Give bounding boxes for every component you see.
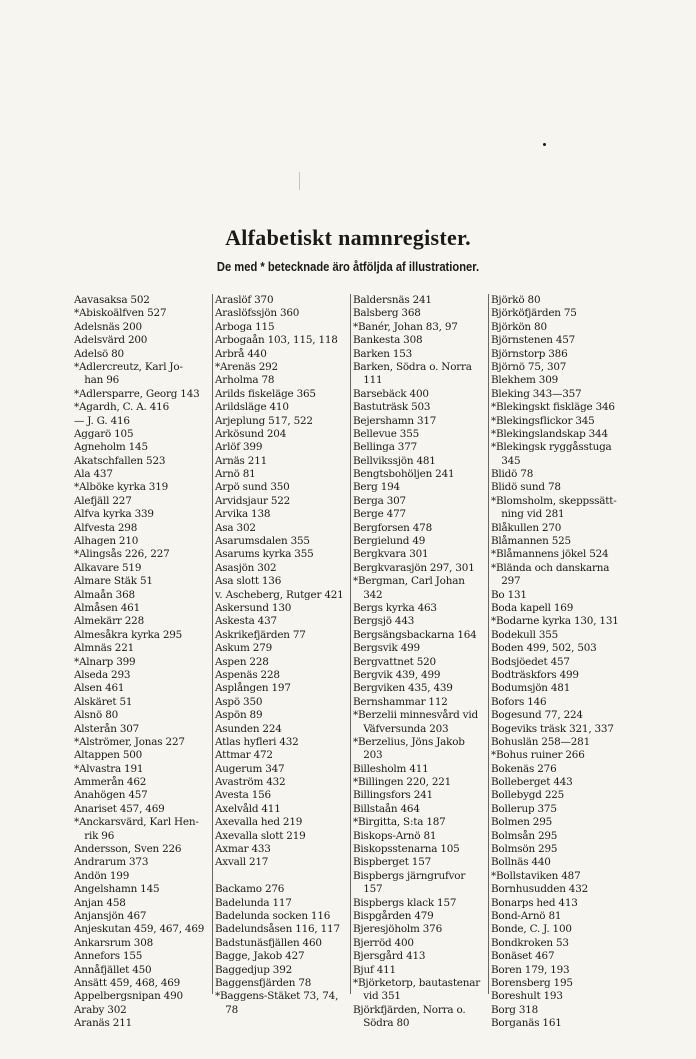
register-entry: Boda kapell 169 [491, 601, 574, 614]
register-entry: Blidö sund 78 [491, 481, 561, 494]
register-entry: Alseda 293 [74, 668, 131, 681]
register-entry: Asarums kyrka 355 [215, 548, 314, 561]
register-entry: Bellvikssjön 481 [353, 454, 436, 467]
ink-dot [543, 143, 546, 146]
register-entry: Badstunäsfjällen 460 [215, 936, 322, 949]
register-entry [215, 870, 353, 883]
register-entry: Alhagen 210 [74, 535, 139, 548]
register-entry: Bohuslän 258—281 [491, 735, 590, 748]
register-entry: Bergvik 439, 499 [353, 668, 441, 681]
register-entry: Boreshult 193 [491, 990, 563, 1003]
register-entry: Bergforsen 478 [353, 521, 432, 534]
register-entry: *Alströmer, Jonas 227 [74, 735, 185, 748]
register-entry: — J. G. 416 [74, 414, 130, 427]
register-entry: Akatschfallen 523 [74, 454, 166, 467]
register-entry: Bergs kyrka 463 [353, 601, 437, 614]
register-entry: *Bergman, Carl Johan [353, 575, 465, 588]
register-entry: *Björketorp, bautastenar [353, 976, 480, 989]
register-entry: Ansätt 459, 468, 469 [74, 976, 181, 989]
register-entry: Askum 279 [215, 642, 273, 655]
register-entry: Alsen 461 [74, 682, 125, 695]
register-entry: *Alingsås 226, 227 [74, 548, 170, 561]
register-entry: Arnäs 211 [215, 454, 268, 467]
register-entry: Andrarum 373 [74, 856, 149, 869]
register-entry: Bergsvik 499 [353, 642, 420, 655]
register-entry: Almekärr 228 [74, 615, 144, 628]
register-entry: Björkön 80 [491, 320, 547, 333]
register-entry: *Blåmannens jökel 524 [491, 548, 609, 561]
register-entry: Alsterån 307 [74, 722, 140, 735]
register-entry: *Baggens-Stäket 73, 74, [215, 990, 339, 1003]
register-entry: Bastuträsk 503 [353, 401, 431, 414]
register-entry: 345 [491, 454, 521, 467]
register-entry: 111 [353, 374, 383, 387]
register-entry: *Blekingskt fiskläge 346 [491, 401, 615, 414]
register-entry: Almaån 368 [74, 588, 135, 601]
register-entry: Asasjön 302 [215, 561, 277, 574]
register-entry: Bofors 146 [491, 695, 547, 708]
register-entry: Andersson, Sven 226 [74, 843, 182, 856]
register-entry: Arkösund 204 [215, 427, 287, 440]
register-entry: Askrikefjärden 77 [215, 628, 306, 641]
register-entry: Bergielund 49 [353, 535, 426, 548]
register-entry: *Adlersparre, Georg 143 [74, 387, 200, 400]
register-entry: Agneholm 145 [74, 441, 148, 454]
register-entry: Bogeviks träsk 321, 337 [491, 722, 614, 735]
register-entry: Barken, Södra o. Norra [353, 360, 472, 373]
register-entry: *Birgitta, S:ta 187 [353, 816, 446, 829]
register-entry: Bankesta 308 [353, 334, 423, 347]
register-entry: Bergkvarasjön 297, 301 [353, 561, 475, 574]
register-entry: 203 [353, 749, 383, 762]
register-entry: Asa 302 [215, 521, 256, 534]
register-entry: *Alböke kyrka 319 [74, 481, 169, 494]
register-entry: Bellevue 355 [353, 427, 420, 440]
register-entry: Araslöf 370 [215, 294, 274, 306]
register-entry: Adelsö 80 [74, 347, 124, 360]
register-entry: *Alvastra 191 [74, 762, 144, 775]
register-entry: Södra 80 [353, 1017, 410, 1030]
register-entry: Bond-Arnö 81 [491, 909, 562, 922]
register-entry: Billingsfors 241 [353, 789, 433, 802]
register-entry: Attmar 472 [215, 749, 273, 762]
register-entry: Blidö 78 [491, 468, 534, 481]
register-entry: Anjansjön 467 [74, 909, 147, 922]
register-entry: Badelundsåsen 116, 117 [215, 923, 340, 936]
register-entry: 297 [491, 575, 521, 588]
register-entry: Arvidsjaur 522 [215, 494, 291, 507]
register-entry: Axevalla slott 219 [215, 829, 306, 842]
register-entry: Asarumsdalen 355 [215, 535, 310, 548]
register-entry: Axmar 433 [215, 843, 271, 856]
register-entry: Bodsjöedet 457 [491, 655, 570, 668]
register-entry: Baggedjup 392 [215, 963, 293, 976]
register-entry: Aspen 228 [215, 655, 269, 668]
register-entry: Bonäset 467 [491, 950, 555, 963]
register-entry: *Abiskoälfven 527 [74, 307, 167, 320]
register-entry: Atlas hyfleri 432 [215, 735, 299, 748]
register-entry: 78 [215, 1003, 239, 1016]
register-entry: Avesta 156 [215, 789, 271, 802]
register-entry: Axvall 217 [215, 856, 269, 869]
register-entry: Araslöfssjön 360 [215, 307, 300, 320]
register-entry: Adelsnäs 200 [74, 320, 142, 333]
register-entry: Bjuf 411 [353, 963, 396, 976]
register-entry: Biskops-Arnö 81 [353, 829, 437, 842]
register-entry: Bergvattnet 520 [353, 655, 436, 668]
register-entry: vid 351 [353, 990, 401, 1003]
register-entry: Aggarö 105 [74, 427, 134, 440]
register-entry: Bengtsbohöljen 241 [353, 468, 455, 481]
register-entry: Annefors 155 [74, 950, 143, 963]
register-entry: Adelsvärd 200 [74, 334, 148, 347]
register-entry: Asplången 197 [215, 682, 291, 695]
register-entry: Bejershamn 317 [353, 414, 437, 427]
register-entry: Alsnö 80 [74, 709, 119, 722]
register-entry: Bolmsön 295 [491, 843, 558, 856]
register-entry: Ammerån 462 [74, 776, 147, 789]
register-entry: Björnö 75, 307 [491, 360, 567, 373]
register-entry: 342 [353, 588, 383, 601]
register-entry: Bollerup 375 [491, 802, 557, 815]
register-entry: Almesåkra kyrka 295 [74, 628, 183, 641]
register-entry: Arbrå 440 [215, 347, 267, 360]
register-entry: Bondkroken 53 [491, 936, 569, 949]
register-entry: Arpö sund 350 [215, 481, 290, 494]
register-entry: Billstaån 464 [353, 802, 420, 815]
register-entry: Avaström 432 [215, 776, 286, 789]
register-entry: Arlöf 399 [215, 441, 263, 454]
register-column-2 [212, 294, 353, 1016]
register-entry: Bernshammar 112 [353, 695, 448, 708]
register-entry: Aranäs 211 [74, 1017, 133, 1030]
register-entry: Blåmannen 525 [491, 535, 571, 548]
register-entry: Baldersnäs 241 [353, 294, 432, 306]
register-entry: Aspö 350 [215, 695, 263, 708]
register-entry: Alskäret 51 [74, 695, 133, 708]
register-entry: Arnö 81 [215, 468, 256, 481]
register-entry: *Blekingsk ryggåsstuga [491, 441, 612, 454]
register-entry: Alkavare 519 [74, 561, 142, 574]
register-entry: ning vid 281 [491, 508, 565, 521]
register-entry: Augerum 347 [215, 762, 285, 775]
register-entry: Anahögen 457 [74, 789, 148, 802]
register-entry: Bodträskfors 499 [491, 668, 579, 681]
register-entry: Björköfjärden 75 [491, 307, 577, 320]
register-entry: han 96 [74, 374, 120, 387]
register-entry: Almare Stäk 51 [74, 575, 153, 588]
register-entry: *Bodarne kyrka 130, 131 [491, 615, 619, 628]
register-column-3 [350, 294, 491, 1030]
register-entry: Askersund 130 [215, 601, 292, 614]
register-entry: Bollebygd 225 [491, 789, 565, 802]
register-entry: Arjeplung 517, 522 [215, 414, 313, 427]
register-entry: *Billingen 220, 221 [353, 776, 452, 789]
register-entry: Asunden 224 [215, 722, 282, 735]
register-entry: Almåsen 461 [74, 601, 140, 614]
register-entry: Arholma 78 [215, 374, 275, 387]
register-entry: Borganäs 161 [491, 1017, 562, 1030]
register-entry: Axelvåld 411 [215, 802, 281, 815]
register-entry: Bellinga 377 [353, 441, 418, 454]
register-entry: Balsberg 368 [353, 307, 421, 320]
register-entry: Billesholm 411 [353, 762, 429, 775]
register-entry: Backamo 276 [215, 883, 285, 896]
register-entry: Berge 477 [353, 508, 406, 521]
register-entry: Barken 153 [353, 347, 413, 360]
register-entry: Berga 307 [353, 494, 406, 507]
register-entry: Bjeresjöholm 376 [353, 923, 442, 936]
register-entry: *Berzelius, Jöns Jakob [353, 735, 465, 748]
register-entry: Arboga 115 [215, 320, 275, 333]
page-title: Alfabetiskt namnregister. [225, 225, 471, 250]
register-entry: Bokenäs 276 [491, 762, 557, 775]
register-entry: *Banér, Johan 83, 97 [353, 320, 458, 333]
register-entry: Arbogaån 103, 115, 118 [215, 334, 338, 347]
register-entry: Berg 194 [353, 481, 400, 494]
register-entry: Alfva kyrka 339 [74, 508, 154, 521]
register-entry: Arvika 138 [215, 508, 271, 521]
register-entry: Anjeskutan 459, 467, 469 [74, 923, 205, 936]
register-entry: *Bollstaviken 487 [491, 869, 581, 882]
register-entry: 157 [353, 883, 383, 896]
register-entry: Bolmsån 295 [491, 829, 558, 842]
register-entry: Biskopsstenarna 105 [353, 843, 460, 856]
register-entry: Bispbergs järngrufvor [353, 869, 466, 882]
register-entry: Bispgården 479 [353, 909, 434, 922]
register-entry: Blåkullen 270 [491, 521, 562, 534]
register-entry: Bolleberget 443 [491, 776, 573, 789]
register-entry: Ankarsrum 308 [74, 936, 154, 949]
register-entry: *Blekingslandskap 344 [491, 427, 608, 440]
register-entry: *Alnarp 399 [74, 655, 136, 668]
register-entry: Bispbergs klack 157 [353, 896, 457, 909]
register-entry: Borensberg 195 [491, 976, 573, 989]
register-entry: Bergkvara 301 [353, 548, 429, 561]
register-entry: Badelunda socken 116 [215, 909, 331, 922]
register-entry: Bodekull 355 [491, 628, 559, 641]
register-entry: Björnstorp 386 [491, 347, 568, 360]
scan-mark [299, 172, 300, 190]
register-entry: Bleking 343—357 [491, 387, 582, 400]
page-subtitle: De med * betecknade äro åtföljda af illustrationer. [216, 259, 480, 274]
register-entry: Aspenäs 228 [215, 668, 280, 681]
register-entry: Bo 131 [491, 588, 527, 601]
register-entry: Bergsängsbackarna 164 [353, 628, 477, 641]
register-entry: Bogesund 77, 224 [491, 709, 583, 722]
register-entry: Aavasaksa 502 [74, 294, 150, 306]
register-entry: *Anckarsvärd, Karl Hen- [74, 816, 199, 829]
register-entry: *Arenäs 292 [215, 360, 278, 373]
register-entry: Araby 302 [74, 1003, 127, 1016]
register-entry: Badelunda 117 [215, 896, 292, 909]
register-entry: *Blekingsflickor 345 [491, 414, 595, 427]
register-entry: Bollnäs 440 [491, 856, 551, 869]
register-entry: Arildsläge 410 [215, 401, 289, 414]
register-entry: Arilds fiskeläge 365 [215, 387, 316, 400]
register-entry: Bonde, C. J. 100 [491, 923, 572, 936]
register-entry: Björkö 80 [491, 294, 541, 306]
register-entry: Alefjäll 227 [74, 494, 132, 507]
register-entry: Andön 199 [74, 869, 130, 882]
register-entry: Bolmen 295 [491, 816, 553, 829]
register-entry: Anjan 458 [74, 896, 126, 909]
register-entry: Altappen 500 [74, 749, 143, 762]
register-entry: Borg 318 [491, 1003, 539, 1016]
register-entry: Appelbergsnipan 490 [74, 990, 183, 1003]
register-entry: Ala 437 [74, 468, 113, 481]
register-entry: Bonarps hed 413 [491, 896, 578, 909]
register-entry: *Agardh, C. A. 416 [74, 401, 169, 414]
register-entry: *Blända och danskarna [491, 561, 610, 574]
register-entry: Axevalla hed 219 [215, 816, 303, 829]
register-entry: Angelshamn 145 [74, 883, 160, 896]
register-column-4 [488, 294, 631, 1030]
register-entry: Bodumsjön 481 [491, 682, 571, 695]
register-entry: Baggensfjärden 78 [215, 976, 312, 989]
register-entry: Boden 499, 502, 503 [491, 642, 597, 655]
register-entry: Bjersgård 413 [353, 950, 426, 963]
register-entry: Björkfjärden, Norra o. [353, 1003, 466, 1016]
register-entry: *Adlercreutz, Karl Jo- [74, 360, 183, 373]
register-entry: *Blomsholm, skeppssätt- [491, 494, 617, 507]
register-entry: Bagge, Jakob 427 [215, 950, 305, 963]
register-entry: Bergviken 435, 439 [353, 682, 453, 695]
register-entry: Bjerröd 400 [353, 936, 414, 949]
register-entry: Almnäs 221 [74, 642, 135, 655]
register-entry: v. Ascheberg, Rutger 421 [215, 588, 344, 601]
register-entry: Bornhusudden 432 [491, 883, 589, 896]
register-entry: Alfvesta 298 [74, 521, 138, 534]
register-entry: *Bohus ruiner 266 [491, 749, 585, 762]
register-entry: Asa slott 136 [215, 575, 282, 588]
register-entry: Boren 179, 193 [491, 963, 570, 976]
register-entry: Aspön 89 [215, 709, 263, 722]
register-entry: Blekhem 309 [491, 374, 559, 387]
register-entry: Bergsjö 443 [353, 615, 415, 628]
register-entry: Väfversunda 203 [353, 722, 449, 735]
register-entry: rik 96 [74, 829, 115, 842]
register-entry: Anariset 457, 469 [74, 802, 165, 815]
register-entry: Annåfjället 450 [74, 963, 152, 976]
register-entry: Björnstenen 457 [491, 334, 576, 347]
register-entry: Bispberget 157 [353, 856, 432, 869]
register-entry: Barsebäck 400 [353, 387, 429, 400]
register-entry: Askesta 437 [215, 615, 277, 628]
register-column-1 [74, 294, 208, 1030]
register-entry: *Berzelii minnesvård vid [353, 709, 478, 722]
